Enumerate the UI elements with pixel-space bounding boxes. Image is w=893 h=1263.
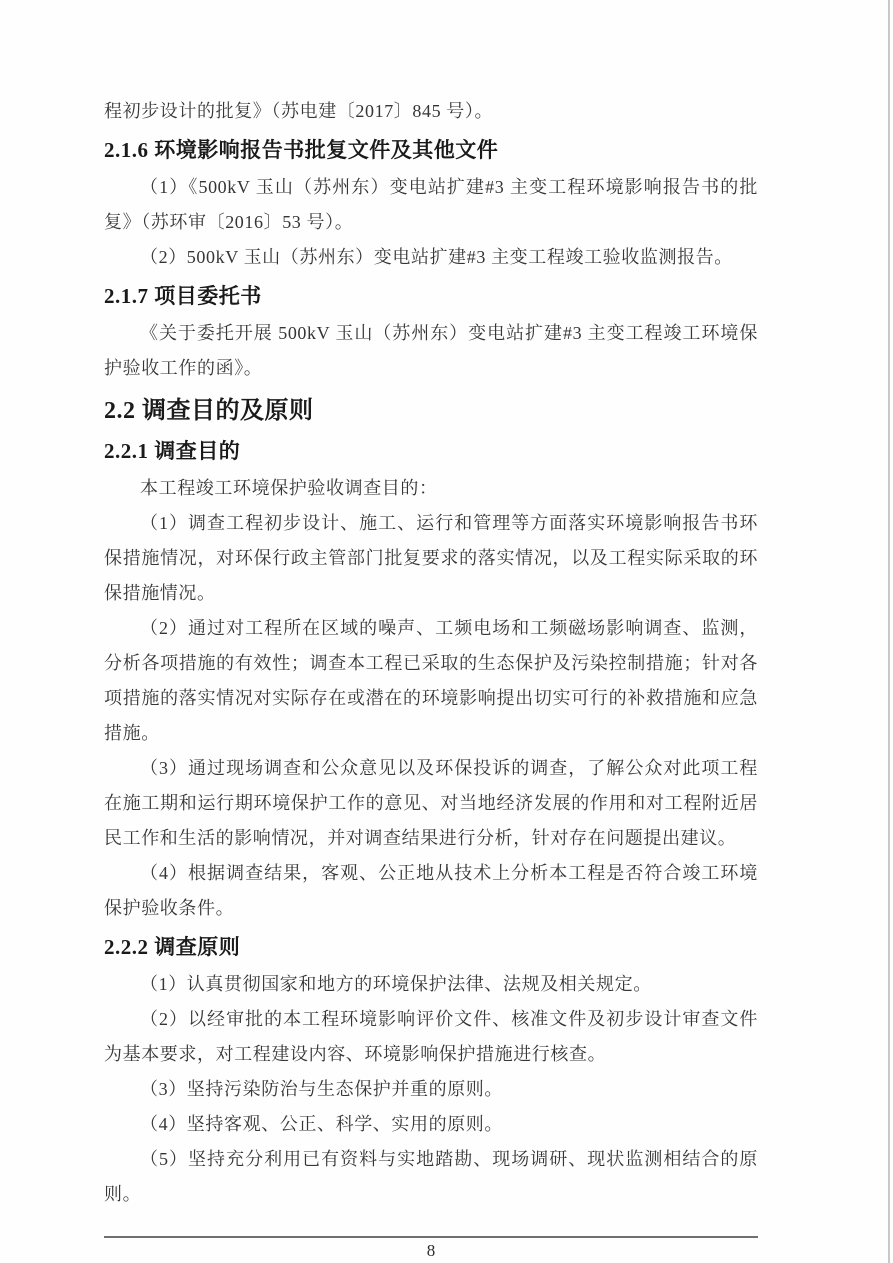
section-heading-2-2-2: 2.2.2 调查原则 — [104, 935, 241, 959]
paragraph-survey-purpose-intro: 本工程竣工环境保护验收调查目的： — [140, 478, 438, 498]
paragraph-principle-item-5: （5）坚持充分利用已有资料与实地踏勘、现场调研、现状监测相结合的原则。 — [104, 1149, 758, 1204]
section-heading-2-2: 2.2 调查目的及原则 — [104, 398, 314, 424]
paragraph-purpose-item-4: （4）根据调查结果，客观、公正地从技术上分析本工程是否符合竣工环境保护验收条件。 — [104, 863, 758, 918]
paragraph-eia-approval-item-1: （1）《500kV 玉山（苏州东）变电站扩建#3 主变工程环境影响报告书的批复》（苏环审〔2016〕53 号）。 — [104, 177, 758, 232]
paragraph-purpose-item-2: （2）通过对工程所在区域的噪声、工频电场和工频磁场影响调查、监测，分析各项措施的有效性；调查本工程已采取的生态保护及污染控制措施；针对各项措施的落实情况对实际存在或潜在的环境影响提出切实可行的补救措施和应急措施。 — [104, 618, 758, 743]
paragraph-purpose-item-1: （1）调查工程初步设计、施工、运行和管理等方面落实环境影响报告书环保措施情况，对环保行政主管部门批复要求的落实情况，以及工程实际采取的环保措施情况。 — [104, 513, 758, 603]
paragraph-commission-letter: 《关于委托开展 500kV 玉山（苏州东）变电站扩建#3 主变工程竣工环境保护验收工作的函》。 — [104, 323, 758, 378]
page-number: 8 — [426, 1241, 436, 1260]
paragraph-principle-item-3: （3）坚持污染防治与生态保护并重的原则。 — [140, 1079, 503, 1099]
page-footer — [104, 1236, 758, 1262]
paragraph-purpose-item-3: （3）通过现场调查和公众意见以及环保投诉的调查，了解公众对此项工程在施工期和运行期环境保护工作的意见、对当地经济发展的作用和对工程附近居民工作和生活的影响情况，并对调查结果进行分析，针对存在问题提出建议。 — [104, 758, 758, 848]
section-heading-2-1-7: 2.1.7 项目委托书 — [104, 284, 262, 308]
paragraph-continuation-approval-doc: 程初步设计的批复》（苏电建〔2017〕845 号）。 — [104, 101, 494, 121]
section-heading-2-1-6: 2.1.6 环境影响报告书批复文件及其他文件 — [104, 138, 499, 162]
section-heading-2-2-1: 2.2.1 调查目的 — [104, 439, 241, 463]
document-page-body — [104, 94, 758, 1262]
scan-page-edge-line — [888, 0, 890, 1263]
paragraph-principle-item-4: （4）坚持客观、公正、科学、实用的原则。 — [140, 1114, 503, 1134]
paragraph-principle-item-2: （2）以经审批的本工程环境影响评价文件、核准文件及初步设计审查文件为基本要求，对工程建设内容、环境影响保护措施进行核查。 — [104, 1009, 758, 1064]
paragraph-eia-approval-item-2: （2）500kV 玉山（苏州东）变电站扩建#3 主变工程竣工验收监测报告。 — [140, 247, 733, 267]
paragraph-principle-item-1: （1）认真贯彻国家和地方的环境保护法律、法规及相关规定。 — [140, 974, 652, 994]
